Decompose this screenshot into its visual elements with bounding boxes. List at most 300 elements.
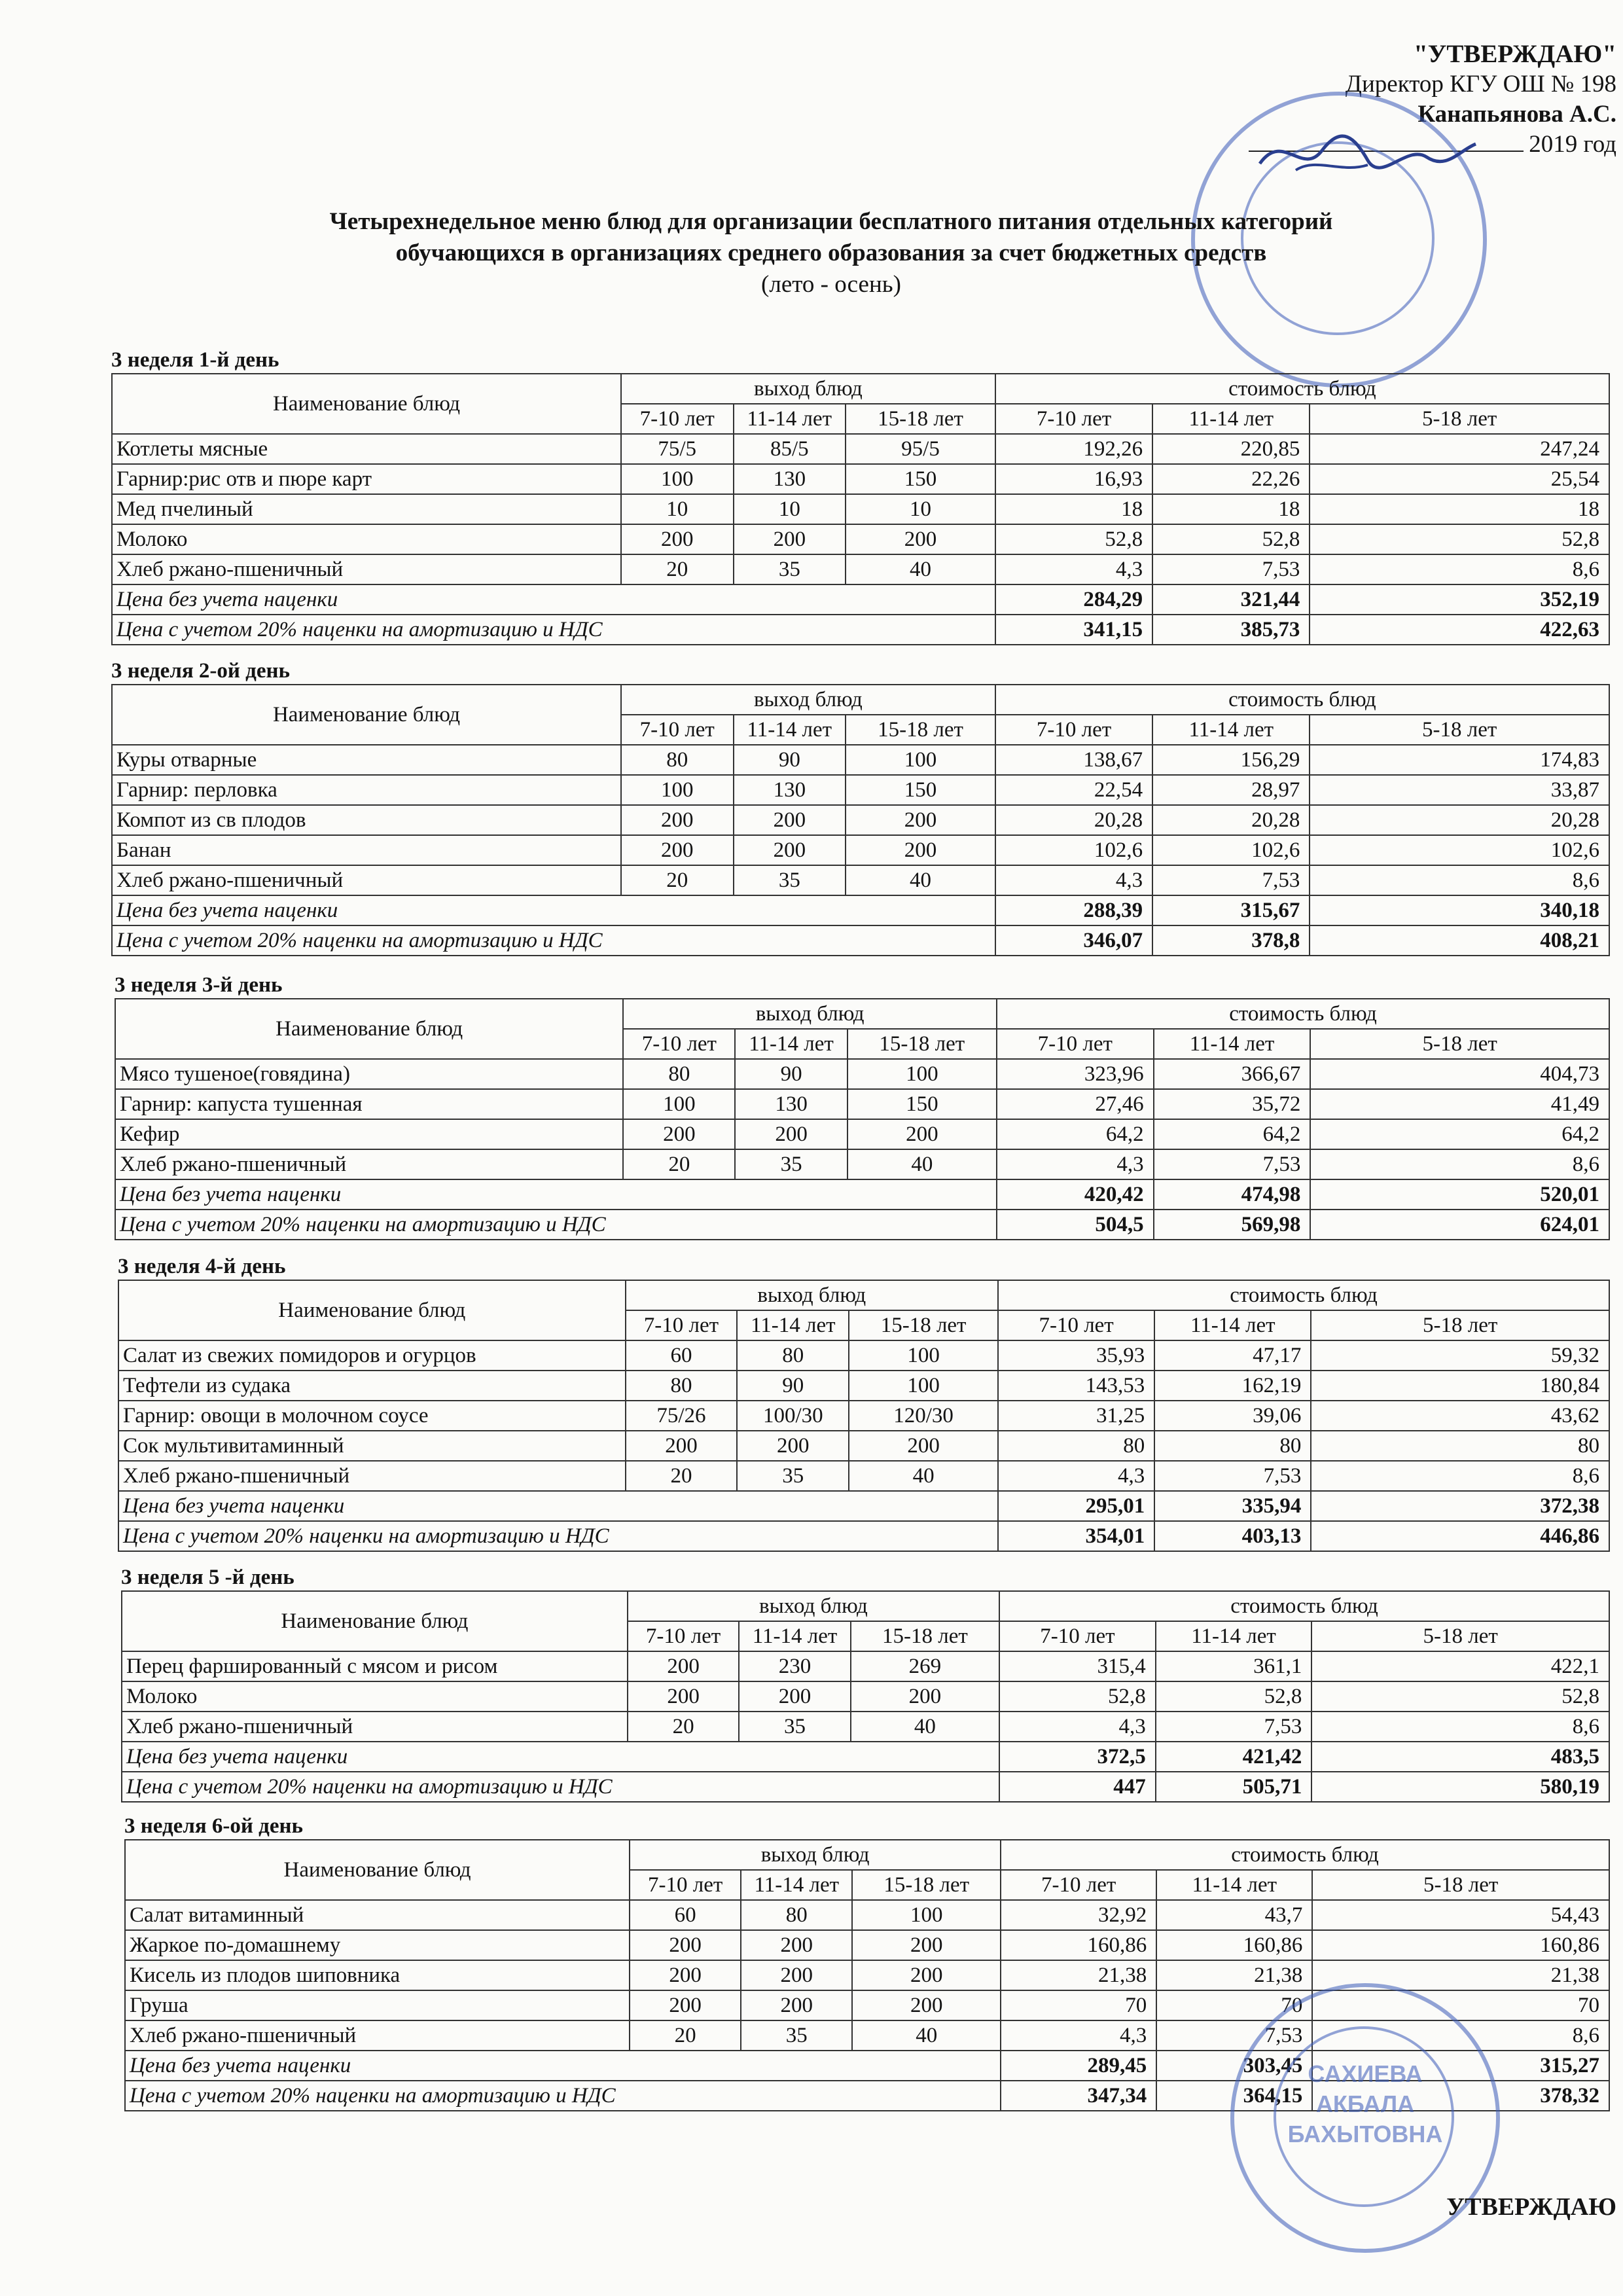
dish-output: 35: [735, 1149, 847, 1179]
dish-output: 100: [621, 775, 734, 805]
dish-cost: 174,83: [1310, 745, 1609, 775]
dish-output: 90: [734, 745, 846, 775]
dish-output: 200: [628, 1681, 739, 1712]
total-value: 520,01: [1310, 1179, 1609, 1210]
dish-cost: 52,8: [1152, 524, 1310, 554]
header-row: [112, 374, 1609, 404]
dish-cost: 7,53: [1154, 1461, 1311, 1491]
dish-output: 85/5: [734, 434, 846, 464]
dish-name: Сок мультивитаминный: [118, 1431, 626, 1461]
dish-name: Гарнир:рис отв и пюре карт: [112, 464, 621, 494]
dish-cost: 361,1: [1156, 1651, 1312, 1681]
dish-output: 200: [852, 1960, 1001, 1990]
dish-output: 200: [851, 1681, 999, 1712]
header-age-cost: 11-14 лет: [1156, 1870, 1312, 1900]
dish-cost: 43,7: [1156, 1900, 1312, 1930]
dish-cost: 80: [998, 1431, 1154, 1461]
dish-cost: 32,92: [1001, 1900, 1156, 1930]
price-with-markup-row: [112, 615, 1609, 645]
title-subtitle: (лето - осень): [761, 271, 901, 298]
header-output: выход блюд: [628, 1591, 999, 1621]
signature-scribble: [1257, 124, 1479, 183]
table-row: [112, 524, 1609, 554]
total-label: Цена без учета наценки: [115, 1179, 997, 1210]
header-dish-name: Наименование блюд: [112, 685, 621, 745]
header-cost: стоимость блюд: [999, 1591, 1609, 1621]
price-no-markup-row: [115, 1179, 1609, 1210]
header-age-output: 7-10 лет: [626, 1310, 738, 1340]
dish-cost: 28,97: [1152, 775, 1310, 805]
dish-output: 80: [741, 1900, 852, 1930]
dish-cost: 323,96: [997, 1059, 1154, 1089]
dish-output: 35: [739, 1712, 850, 1742]
dish-cost: 8,6: [1310, 1149, 1609, 1179]
dish-name: Жаркое по-домашнему: [125, 1930, 630, 1960]
header-age-cost: 7-10 лет: [998, 1310, 1154, 1340]
header-output: выход блюд: [621, 374, 995, 404]
dish-cost: 52,8: [995, 524, 1152, 554]
header-age-cost: 5-18 лет: [1310, 404, 1609, 434]
dish-output: 90: [737, 1371, 849, 1401]
total-value: 422,63: [1310, 615, 1609, 645]
dish-cost: 70: [1001, 1990, 1156, 2020]
header-output: выход блюд: [626, 1280, 998, 1310]
dish-output: 40: [851, 1712, 999, 1742]
header-age-cost: 11-14 лет: [1154, 1029, 1311, 1059]
dish-name: Мясо тушеное(говядина): [115, 1059, 623, 1089]
total-value: 624,01: [1310, 1210, 1609, 1240]
price-no-markup-row: [122, 1742, 1609, 1772]
total-value: 335,94: [1154, 1491, 1311, 1521]
dish-name: Куры отварные: [112, 745, 621, 775]
dish-output: 200: [846, 805, 995, 835]
dish-output: 80: [626, 1371, 738, 1401]
dish-cost: 52,8: [1311, 1681, 1609, 1712]
dish-cost: 7,53: [1152, 554, 1310, 584]
dish-cost: 102,6: [1152, 835, 1310, 865]
total-value: 580,19: [1311, 1772, 1609, 1802]
dish-name: Салат из свежих помидоров и огурцов: [118, 1340, 626, 1371]
dish-output: 200: [846, 835, 995, 865]
dish-cost: 7,53: [1156, 2020, 1312, 2051]
stamp-line-1: САХИЕВА: [1308, 2060, 1423, 2087]
dish-cost: 35,93: [998, 1340, 1154, 1371]
dish-name: Гарнир: овощи в молочном соусе: [118, 1401, 626, 1431]
dish-output: 200: [846, 524, 995, 554]
dish-output: 35: [737, 1461, 849, 1491]
header-age-output: 7-10 лет: [621, 404, 734, 434]
header-age-cost: 7-10 лет: [995, 715, 1152, 745]
dish-cost: 143,53: [998, 1371, 1154, 1401]
dish-cost: 18: [1310, 494, 1609, 524]
price-with-markup-row: [112, 925, 1609, 956]
dish-output: 100: [621, 464, 734, 494]
dish-output: 230: [739, 1651, 850, 1681]
day-section: [118, 1253, 1610, 1552]
header-age-output: 7-10 лет: [628, 1621, 739, 1651]
table-row: [112, 554, 1609, 584]
dish-output: 60: [626, 1340, 738, 1371]
dish-output: 200: [621, 524, 734, 554]
dish-output: 100/30: [737, 1401, 849, 1431]
dish-output: 20: [621, 554, 734, 584]
header-age-cost: 5-18 лет: [1310, 1029, 1609, 1059]
header-cost: стоимость блюд: [1001, 1840, 1609, 1870]
header-age-output: 11-14 лет: [737, 1310, 849, 1340]
header-age-cost: 11-14 лет: [1152, 404, 1310, 434]
dish-output: 40: [846, 554, 995, 584]
dish-output: 200: [628, 1651, 739, 1681]
dish-cost: 7,53: [1154, 1149, 1311, 1179]
dish-cost: 52,8: [1156, 1681, 1312, 1712]
dish-output: 20: [630, 2020, 741, 2051]
total-value: 403,13: [1154, 1521, 1311, 1551]
dish-cost: 315,4: [999, 1651, 1156, 1681]
header-output: выход блюд: [623, 999, 997, 1029]
total-label: Цена с учетом 20% наценки на амортизацию и НДС: [122, 1772, 999, 1802]
total-value: 295,01: [998, 1491, 1154, 1521]
header-cost: стоимость блюд: [997, 999, 1609, 1029]
header-dish-name: Наименование блюд: [122, 1591, 628, 1651]
dish-cost: 4,3: [998, 1461, 1154, 1491]
dish-cost: 64,2: [1154, 1119, 1311, 1149]
dish-name: Кефир: [115, 1119, 623, 1149]
dish-cost: 8,6: [1312, 2020, 1609, 2051]
dish-cost: 21,38: [1001, 1960, 1156, 1990]
dish-name: Хлеб ржано-пшеничный: [115, 1149, 623, 1179]
dish-output: 100: [847, 1059, 997, 1089]
menu-table: [111, 684, 1610, 956]
dish-output: 90: [735, 1059, 847, 1089]
header-age-cost: 11-14 лет: [1154, 1310, 1311, 1340]
total-value: 505,71: [1156, 1772, 1312, 1802]
menu-table: [111, 373, 1610, 645]
day-section: [115, 972, 1610, 1240]
dish-cost: 247,24: [1310, 434, 1609, 464]
total-value: 569,98: [1154, 1210, 1311, 1240]
dish-output: 75/5: [621, 434, 734, 464]
dish-name: Гарнир: капуста тушенная: [115, 1089, 623, 1119]
dish-output: 130: [735, 1089, 847, 1119]
table-row: [112, 865, 1609, 895]
total-value: 315,27: [1312, 2051, 1609, 2081]
table-row: [125, 1930, 1609, 1960]
menu-table: [115, 998, 1610, 1240]
table-row: [115, 1059, 1609, 1089]
header-age-output: 15-18 лет: [846, 715, 995, 745]
dish-output: 200: [741, 1960, 852, 1990]
dish-name: Котлеты мясные: [112, 434, 621, 464]
dish-output: 80: [621, 745, 734, 775]
dish-name: Хлеб ржано-пшеничный: [118, 1461, 626, 1491]
dish-cost: 35,72: [1154, 1089, 1311, 1119]
approval-date: 2019 год: [1529, 131, 1616, 158]
dish-cost: 22,26: [1152, 464, 1310, 494]
dish-cost: 8,6: [1310, 554, 1609, 584]
header-cost: стоимость блюд: [998, 1280, 1609, 1310]
header-age-output: 7-10 лет: [623, 1029, 735, 1059]
total-value: 378,8: [1152, 925, 1310, 956]
approval-title: "УТВЕРЖДАЮ": [1414, 40, 1616, 68]
header-age-cost: 7-10 лет: [995, 404, 1152, 434]
header-dish-name: Наименование блюд: [118, 1280, 626, 1340]
dish-name: Хлеб ржано-пшеничный: [112, 554, 621, 584]
dish-cost: 16,93: [995, 464, 1152, 494]
price-no-markup-row: [112, 584, 1609, 615]
header-age-cost: 7-10 лет: [997, 1029, 1154, 1059]
dish-cost: 43,62: [1311, 1401, 1609, 1431]
dish-output: 120/30: [849, 1401, 998, 1431]
dish-output: 269: [851, 1651, 999, 1681]
header-age-output: 11-14 лет: [741, 1870, 852, 1900]
table-row: [122, 1681, 1609, 1712]
day-section: [111, 347, 1610, 645]
price-with-markup-row: [115, 1210, 1609, 1240]
header-age-cost: 5-18 лет: [1310, 715, 1609, 745]
table-row: [125, 1900, 1609, 1930]
day-section: [121, 1564, 1610, 1803]
dish-name: Молоко: [122, 1681, 628, 1712]
header-age-cost: 11-14 лет: [1152, 715, 1310, 745]
table-row: [112, 464, 1609, 494]
total-value: 289,45: [1001, 2051, 1156, 2081]
dish-output: 200: [734, 524, 846, 554]
approval-name: Канапьянова А.С.: [1418, 101, 1616, 128]
dish-output: 200: [737, 1431, 849, 1461]
dish-cost: 27,46: [997, 1089, 1154, 1119]
dish-output: 35: [734, 865, 846, 895]
table-row: [112, 775, 1609, 805]
dish-cost: 160,86: [1156, 1930, 1312, 1960]
price-with-markup-row: [122, 1772, 1609, 1802]
total-value: 483,5: [1311, 1742, 1609, 1772]
dish-output: 20: [623, 1149, 735, 1179]
dish-cost: 21,38: [1156, 1960, 1312, 1990]
dish-output: 35: [734, 554, 846, 584]
dish-cost: 20,28: [1310, 805, 1609, 835]
header-age-cost: 7-10 лет: [1001, 1870, 1156, 1900]
dish-cost: 52,8: [999, 1681, 1156, 1712]
dish-output: 80: [737, 1340, 849, 1371]
dish-name: Тефтели из судака: [118, 1371, 626, 1401]
day-label: 3 неделя 1-й день: [111, 348, 279, 372]
dish-output: 200: [630, 1960, 741, 1990]
price-no-markup-row: [112, 895, 1609, 925]
header-row: [115, 999, 1609, 1029]
header-age-output: 11-14 лет: [739, 1621, 850, 1651]
dish-cost: 21,38: [1312, 1960, 1609, 1990]
dish-cost: 156,29: [1152, 745, 1310, 775]
header-output: выход блюд: [630, 1840, 1001, 1870]
dish-cost: 4,3: [997, 1149, 1154, 1179]
title-line-1: Четырехнедельное меню блюд для организации бесплатного питания отдельных категорий: [329, 208, 1333, 235]
table-row: [122, 1712, 1609, 1742]
dish-name: Молоко: [112, 524, 621, 554]
total-value: 378,32: [1312, 2081, 1609, 2111]
dish-cost: 18: [1152, 494, 1310, 524]
dish-name: Перец фаршированный с мясом и рисом: [122, 1651, 628, 1681]
dish-output: 10: [734, 494, 846, 524]
dish-cost: 64,2: [1310, 1119, 1609, 1149]
day-section: [111, 658, 1610, 956]
total-value: 288,39: [995, 895, 1152, 925]
dish-cost: 25,54: [1310, 464, 1609, 494]
dish-cost: 422,1: [1311, 1651, 1609, 1681]
total-value: 504,5: [997, 1210, 1154, 1240]
dish-cost: 52,8: [1310, 524, 1609, 554]
dish-cost: 7,53: [1152, 865, 1310, 895]
total-value: 346,07: [995, 925, 1152, 956]
dish-cost: 102,6: [995, 835, 1152, 865]
dish-cost: 160,86: [1001, 1930, 1156, 1960]
total-value: 340,18: [1310, 895, 1609, 925]
header-age-output: 15-18 лет: [847, 1029, 997, 1059]
dish-output: 95/5: [846, 434, 995, 464]
total-value: 447: [999, 1772, 1156, 1802]
header-age-output: 15-18 лет: [846, 404, 995, 434]
header-row: [118, 1280, 1609, 1310]
dish-output: 200: [741, 1930, 852, 1960]
dish-cost: 180,84: [1311, 1371, 1609, 1401]
total-value: 354,01: [998, 1521, 1154, 1551]
dish-cost: 39,06: [1154, 1401, 1311, 1431]
dish-output: 75/26: [626, 1401, 738, 1431]
dish-cost: 20,28: [995, 805, 1152, 835]
dish-output: 40: [847, 1149, 997, 1179]
total-label: Цена с учетом 20% наценки на амортизацию и НДС: [112, 925, 995, 956]
dish-cost: 138,67: [995, 745, 1152, 775]
dish-cost: 80: [1311, 1431, 1609, 1461]
total-label: Цена без учета наценки: [122, 1742, 999, 1772]
dish-name: Мед пчелиный: [112, 494, 621, 524]
total-value: 372,5: [999, 1742, 1156, 1772]
day-label: 3 неделя 6-ой день: [124, 1814, 303, 1838]
dish-output: 200: [621, 835, 734, 865]
dish-output: 200: [852, 1930, 1001, 1960]
dish-output: 200: [734, 805, 846, 835]
dish-name: Компот из св плодов: [112, 805, 621, 835]
title-line-2: обучающихся в организациях среднего образования за счет бюджетных средств: [395, 240, 1267, 266]
table-row: [118, 1401, 1609, 1431]
dish-output: 200: [849, 1431, 998, 1461]
dish-output: 200: [735, 1119, 847, 1149]
total-value: 303,45: [1156, 2051, 1312, 2081]
dish-cost: 7,53: [1156, 1712, 1312, 1742]
price-with-markup-row: [118, 1521, 1609, 1551]
total-label: Цена с учетом 20% наценки на амортизацию и НДС: [118, 1521, 998, 1551]
header-age-cost: 11-14 лет: [1156, 1621, 1312, 1651]
header-cost: стоимость блюд: [995, 374, 1609, 404]
header-output: выход блюд: [621, 685, 995, 715]
day-label: 3 неделя 4-й день: [118, 1255, 286, 1278]
dish-cost: 70: [1156, 1990, 1312, 2020]
table-row: [118, 1340, 1609, 1371]
table-row: [118, 1461, 1609, 1491]
header-age-output: 15-18 лет: [852, 1870, 1001, 1900]
header-age-output: 11-14 лет: [734, 404, 846, 434]
dish-output: 100: [849, 1340, 998, 1371]
dish-name: Хлеб ржано-пшеничный: [112, 865, 621, 895]
dish-cost: 366,67: [1154, 1059, 1311, 1089]
total-value: 284,29: [995, 584, 1152, 615]
document-title: [183, 206, 1479, 300]
header-age-output: 15-18 лет: [849, 1310, 998, 1340]
total-label: Цена без учета наценки: [112, 584, 995, 615]
dish-name: Гарнир: перловка: [112, 775, 621, 805]
dish-name: Кисель из плодов шиповника: [125, 1960, 630, 1990]
dish-cost: 47,17: [1154, 1340, 1311, 1371]
table-row: [112, 835, 1609, 865]
dish-name: Груша: [125, 1990, 630, 2020]
price-no-markup-row: [118, 1491, 1609, 1521]
header-age-output: 7-10 лет: [621, 715, 734, 745]
header-cost: стоимость блюд: [995, 685, 1609, 715]
total-value: 385,73: [1152, 615, 1310, 645]
header-age-output: 7-10 лет: [630, 1870, 741, 1900]
menu-table: [121, 1590, 1610, 1803]
total-value: 341,15: [995, 615, 1152, 645]
dish-output: 20: [626, 1461, 738, 1491]
dish-cost: 33,87: [1310, 775, 1609, 805]
total-label: Цена с учетом 20% наценки на амортизацию и НДС: [115, 1210, 997, 1240]
dish-cost: 404,73: [1310, 1059, 1609, 1089]
dish-cost: 192,26: [995, 434, 1152, 464]
table-row: [112, 805, 1609, 835]
dish-cost: 8,6: [1311, 1461, 1609, 1491]
dish-output: 200: [734, 835, 846, 865]
dish-output: 200: [630, 1990, 741, 2020]
dish-cost: 64,2: [997, 1119, 1154, 1149]
stamp-line-3: БАХЫТОВНА: [1287, 2121, 1443, 2147]
dish-cost: 59,32: [1311, 1340, 1609, 1371]
stamp-text: [1234, 2059, 1496, 2149]
dish-output: 60: [630, 1900, 741, 1930]
dish-cost: 54,43: [1312, 1900, 1609, 1930]
dish-cost: 80: [1154, 1431, 1311, 1461]
total-value: 474,98: [1154, 1179, 1311, 1210]
total-value: 315,67: [1152, 895, 1310, 925]
dish-output: 150: [846, 775, 995, 805]
dish-output: 40: [852, 2020, 1001, 2051]
total-label: Цена с учетом 20% наценки на амортизацию и НДС: [125, 2081, 1001, 2111]
header-dish-name: Наименование блюд: [125, 1840, 630, 1900]
dish-name: Хлеб ржано-пшеничный: [125, 2020, 630, 2051]
dish-output: 200: [739, 1681, 850, 1712]
header-age-output: 11-14 лет: [734, 715, 846, 745]
menu-table: [118, 1280, 1610, 1552]
dish-output: 10: [621, 494, 734, 524]
total-value: 446,86: [1311, 1521, 1609, 1551]
dish-cost: 4,3: [995, 865, 1152, 895]
dish-cost: 4,3: [999, 1712, 1156, 1742]
dish-cost: 18: [995, 494, 1152, 524]
header-row: [125, 1840, 1609, 1870]
dish-output: 80: [623, 1059, 735, 1089]
dish-output: 200: [630, 1930, 741, 1960]
stamp-line-2: АКБАЛА: [1315, 2090, 1415, 2117]
table-row: [115, 1089, 1609, 1119]
header-age-output: 15-18 лет: [851, 1621, 999, 1651]
dish-output: 200: [852, 1990, 1001, 2020]
dish-cost: 8,6: [1311, 1712, 1609, 1742]
table-row: [115, 1149, 1609, 1179]
header-row: [122, 1591, 1609, 1621]
total-label: Цена без учета наценки: [112, 895, 995, 925]
dish-output: 40: [849, 1461, 998, 1491]
dish-cost: 31,25: [998, 1401, 1154, 1431]
dish-cost: 162,19: [1154, 1371, 1311, 1401]
dish-cost: 220,85: [1152, 434, 1310, 464]
